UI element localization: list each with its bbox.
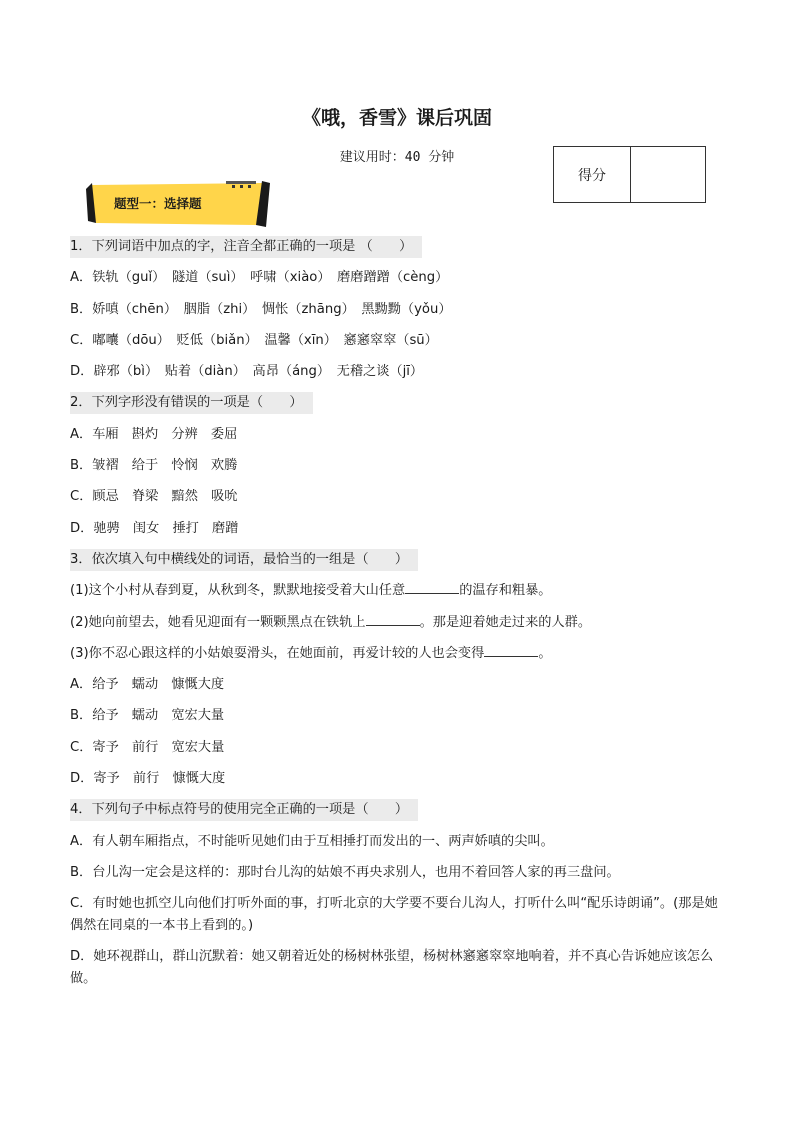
banner-label: 题型一：选择题 [114, 196, 202, 211]
q3-option-a: A．给予 蠕动 慷慨大度 [70, 677, 225, 693]
q3-option-c: C．寄予 前行 宽宏大量 [70, 739, 225, 755]
score-value-cell[interactable] [631, 147, 705, 202]
question-2-stem: 2．下列字形没有错误的一项是（ ） [70, 392, 313, 414]
q4-option-a: A．有人朝车厢指点，不时能听见她们由于互相捶打而发出的一、两声娇嗔的尖叫。 [70, 833, 554, 849]
q3-sentence-2 [70, 612, 724, 643]
q1-option-b: B．娇嗔（chēn） 胭脂（zhi） 惆怅（zhāng） 黑黝黝（yǒu） [70, 301, 452, 317]
q3-s1-text: (1)这个小村从春到夏，从秋到冬，默默地接受着大山任意 [70, 583, 406, 599]
q1-option-d: D．辟邪（bì） 贴着（diàn） 高昂（áng） 无稽之谈（jī） [70, 364, 424, 380]
score-label: 得分 [554, 147, 631, 202]
question-4-stem: 4．下列句子中标点符号的使用完全正确的一项是（ ） [70, 799, 418, 821]
q3-option-d: D．寄予 前行 慷慨大度 [70, 771, 226, 787]
q3-sentence-1 [70, 580, 724, 611]
q1-option-c: C．嘟囔（dōu） 贬低（biǎn） 温馨（xīn） 窸窸窣窣（sū） [70, 332, 438, 348]
q2-option-d: D．驰骋 闺女 捶打 磨蹭 [70, 520, 239, 536]
section-banner [86, 181, 270, 227]
question-1-stem: 1．下列词语中加点的字，注音全都正确的一项是 （ ） [70, 236, 422, 258]
q4-option-b: B．台儿沟一定会是这样的：那时台儿沟的姑娘不再央求别人，也用不着回答人家的再三盘问。 [70, 864, 620, 880]
question-4 [70, 799, 724, 830]
q2-option-c: C．顾忌 脊梁 黯然 吸吮 [70, 489, 238, 505]
q3-blank-2[interactable] [366, 613, 420, 626]
q3-s2-tail: 。那是迎着她走过来的人群。 [419, 614, 592, 630]
page-title: 《哦，香雪》课后巩固 [301, 107, 492, 129]
question-list [70, 236, 724, 999]
q2-option-a: A．车厢 斟灼 分辨 委屈 [70, 426, 238, 442]
q2-option-b: B．皱褶 给于 怜悯 欢腾 [70, 458, 238, 474]
question-1 [70, 236, 724, 267]
q3-option-b: B．给予 蠕动 宽宏大量 [70, 708, 225, 724]
q3-s3-text: (3)你不忍心跟这样的小姑娘耍滑头，在她面前，再爱计较的人也会变得 [70, 645, 485, 661]
q3-blank-3[interactable] [484, 644, 538, 657]
q3-s2-text: (2)她向前望去，她看见迎面有一颗颗黑点在铁轨上 [70, 614, 366, 630]
q1-option-a: A．铁轨（guǐ） 隧道（suì） 呼啸（xiào） 磨磨蹭蹭（cèng） [70, 270, 449, 286]
score-box [553, 146, 706, 203]
q3-sentence-3 [70, 643, 724, 674]
question-2 [70, 392, 724, 423]
q3-s1-tail: 的温存和粗暴。 [459, 583, 552, 599]
q3-s3-tail: 。 [538, 645, 552, 661]
question-3 [70, 549, 724, 580]
question-3-stem: 3．依次填入句中横线处的词语，最恰当的一组是（ ） [70, 549, 418, 571]
q4-option-d: D．她环视群山，群山沉默着：她又朝着近处的杨树林张望，杨树林窸窸窣窣地响着，并不真心告诉她应该怎么做。 [70, 949, 714, 987]
q3-blank-1[interactable] [405, 581, 459, 594]
suggested-time: 建议用时：40 分钟 [339, 150, 455, 165]
q4-option-c: C．有时她也抓空儿向他们打听外面的事，打听北京的大学要不要台儿沟人，打听什么叫“配乐诗朗诵”。(那是她偶然在同桌的一本书上看到的。) [70, 896, 718, 934]
